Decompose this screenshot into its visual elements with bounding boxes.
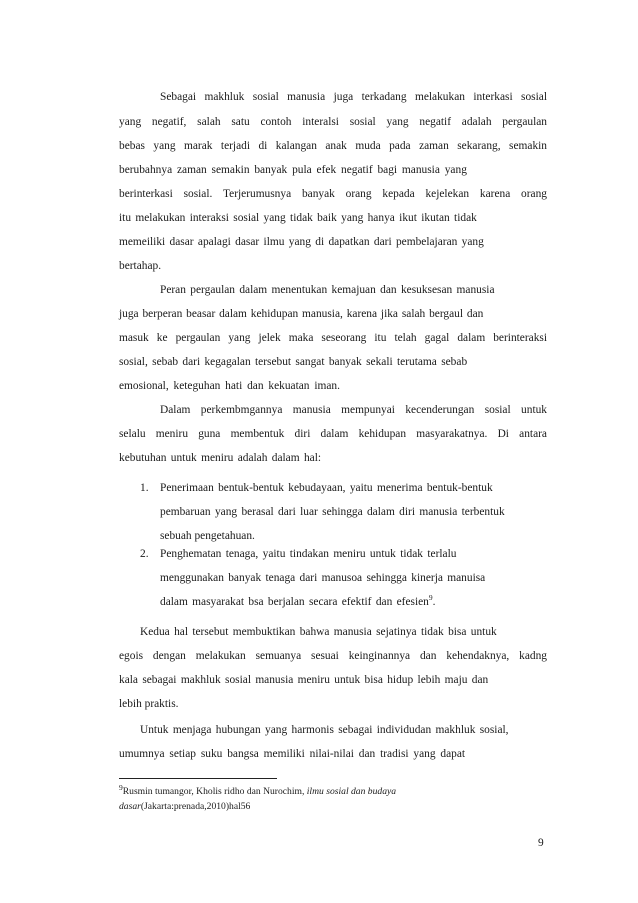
- footnote-number: 9: [119, 782, 123, 792]
- list-item-1-line-1: Penerimaan bentuk-bentuk kebudayaan, yaitu menerima bentuk-bentuk: [160, 482, 493, 494]
- paragraph-2-line-1: Peran pergaulan dalam menentukan kemajuan dan kesuksesan manusia: [160, 284, 495, 296]
- paragraph-4-line-3: kala sebagai makhluk sosial manusia meniru untuk bisa hidup lebih maju dan: [119, 674, 489, 686]
- list-item-2-line-3-text: dalam masyarakat bsa berjalan secara efektif dan efesien: [160, 596, 429, 608]
- footnote-line-2: [119, 800, 539, 813]
- footnote-publisher: (Jakarta:prenada,2010)hal56: [140, 801, 251, 812]
- paragraph-1-line-1: Sebagai makhluk sosial manusia juga terkadang melakukan interkasi sosial: [160, 91, 547, 103]
- paragraph-1-line-8: bertahap.: [119, 260, 162, 272]
- list-item-2-line-3: [160, 595, 547, 609]
- list-item-2-line-1: Penghematan tenaga, yaitu tindakan meniru untuk tidak terlalu: [160, 548, 457, 560]
- list-item-2-number: 2.: [140, 548, 149, 560]
- page-number: 9: [538, 837, 544, 849]
- paragraph-3-line-1: Dalam perkembmgannya manusia mempunyai kecenderungan sosial untuk: [160, 404, 547, 416]
- footnote-separator: [119, 778, 277, 779]
- footnote-authors: Rusmin tumangor, Kholis ridho dan Nurochim,: [122, 786, 307, 797]
- list-item-1-line-3: sebuah pengetahuan.: [160, 530, 255, 542]
- list-item-2-trailing: .: [432, 596, 436, 608]
- list-item-2-line-2: menggunakan banyak tenaga dari manusoa sehingga kinerja manuisa: [160, 572, 486, 584]
- paragraph-5-line-1: Untuk menjaga hubungan yang harmonis sebagai individudan makhluk sosial,: [140, 724, 509, 736]
- paragraph-1-line-3: bebas yang marak terjadi di kalangan anak muda pada zaman sekarang, semakin: [119, 140, 547, 152]
- paragraph-2-line-3: masuk ke pergaulan yang jelek maka seseorang itu telah gagal dalam berinteraksi: [119, 332, 547, 344]
- paragraph-2-line-2: juga berperan beasar dalam kehidupan manusia, karena jika salah bergaul dan: [119, 308, 484, 320]
- paragraph-3-line-3: kebutuhan untuk meniru adalah dalam hal:: [119, 452, 322, 464]
- footnote-title-part-2: dasar: [119, 801, 141, 812]
- paragraph-1-line-6: itu melakukan interaksi sosial yang tidak baik yang hanya ikut ikutan tidak: [119, 212, 477, 224]
- paragraph-3-line-2: selalu meniru guna membentuk diri dalam kehidupan masyarakatnya. Di antara: [119, 428, 547, 440]
- paragraph-2-line-5: emosional, keteguhan hati dan kekuatan iman.: [119, 380, 340, 392]
- footnote-reference: 9: [428, 593, 433, 603]
- list-item-1-number: 1.: [140, 482, 149, 494]
- footnote-title-part-1: ilmu sosial dan budaya: [306, 786, 397, 797]
- footnote-line-1: [119, 782, 539, 798]
- paragraph-5-line-2: umumnya setiap suku bangsa memiliki nilai-nilai dan tradisi yang dapat: [119, 748, 466, 760]
- paragraph-1-line-2: yang negatif, salah satu contoh interalsi sosial yang negatif adalah pergaulan: [119, 116, 547, 128]
- paragraph-1-line-7: memeiliki dasar apalagi dasar ilmu yang di dapatkan dari pembelajaran yang: [119, 236, 484, 248]
- paragraph-1-line-4: berubahnya zaman semakin banyak pula efek negatif bagi manusia yang: [119, 164, 467, 176]
- paragraph-2-line-4: sosial, sebab dari kegagalan tersebut sangat banyak sekali terutama sebab: [119, 356, 468, 368]
- paragraph-4-line-4: lebih praktis.: [119, 698, 179, 710]
- paragraph-4-line-2: egois dengan melakukan semuanya sesuai keinginannya dan kehendaknya, kadng: [119, 650, 547, 662]
- paragraph-4-line-1: Kedua hal tersebut membuktikan bahwa manusia sejatinya tidak bisa untuk: [140, 626, 497, 638]
- list-item-1-line-2: pembaruan yang berasal dari luar sehingga dalam diri manusia terbentuk: [160, 506, 505, 518]
- paragraph-1-line-5: berinterkasi sosial. Terjerumusnya banyak orang kepada kejelekan karena orang: [119, 188, 547, 200]
